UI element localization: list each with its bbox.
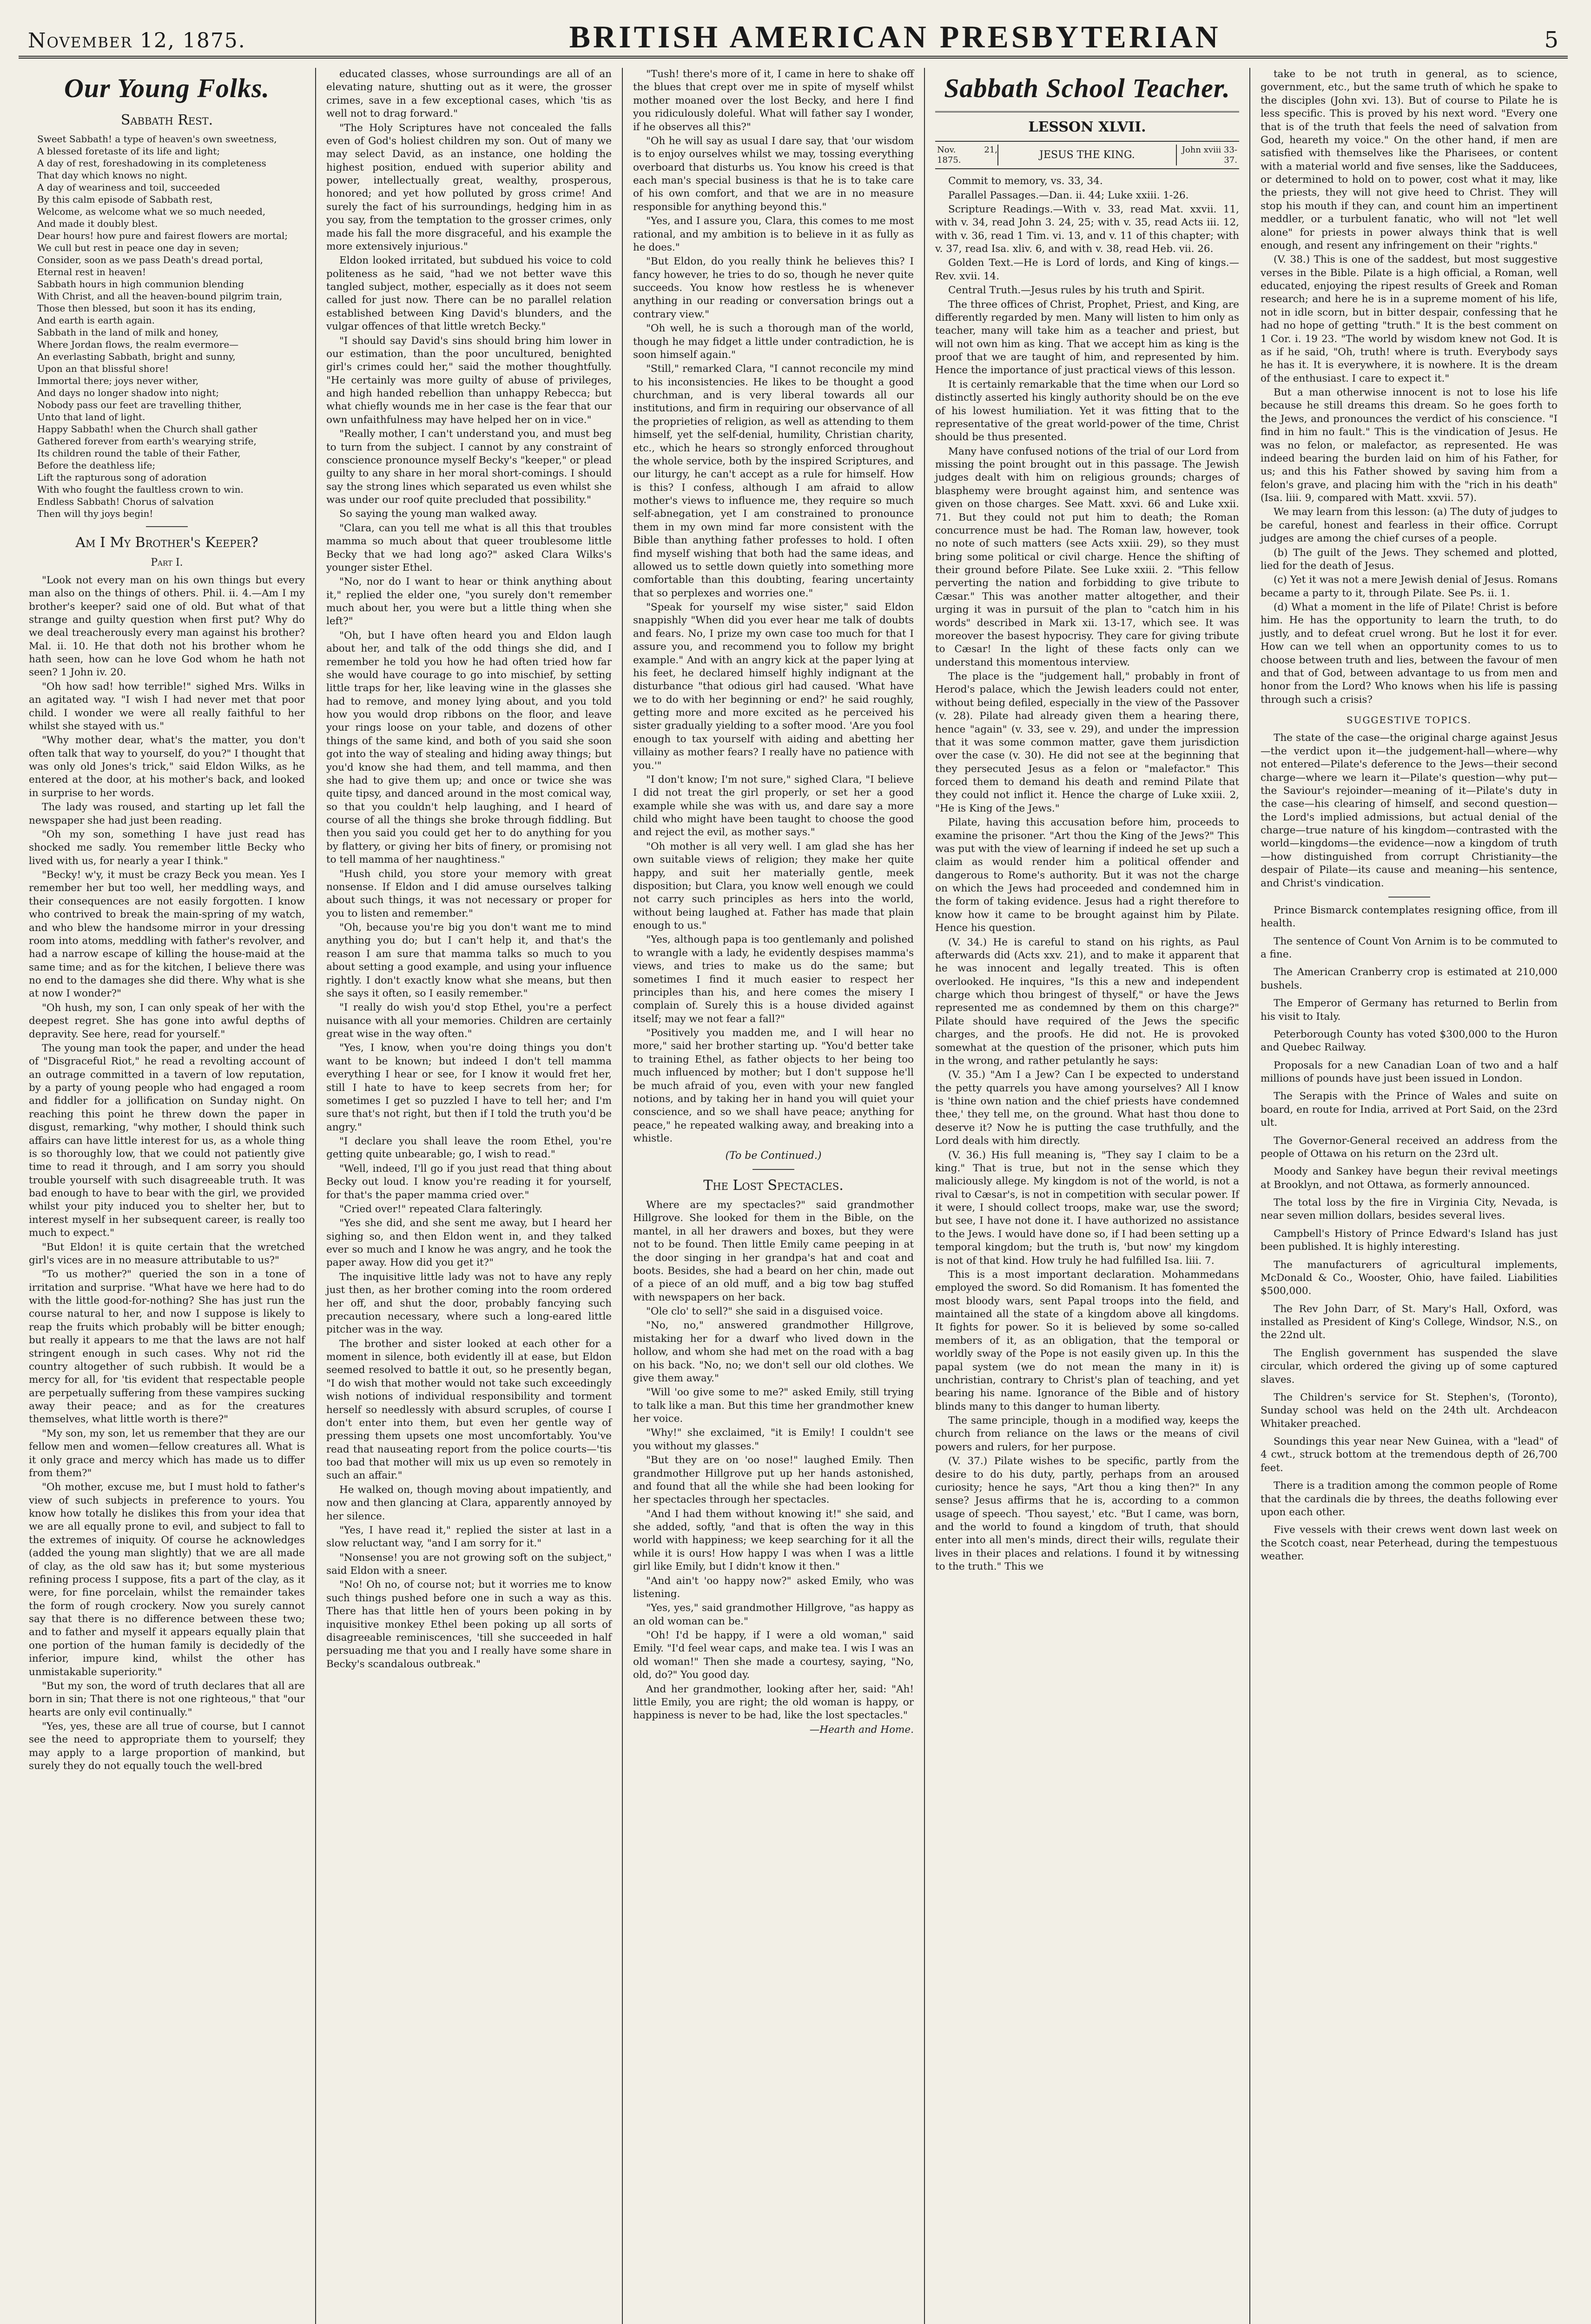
paragraph: "But Eldon, do you really think he believes this? I fancy however, he tries to do so, though he never quite succeeds. You know how restless he is whenever anything in our reading or conversation brings out a contrary view.": [633, 256, 914, 320]
news-item: Campbell's History of Prince Edward's Island has just been published. It is highly interesting.: [1261, 1228, 1558, 1253]
paragraph: (V. 34.) He is careful to stand on his rights, as Paul afterwards did (Acts xxv. 21), and to make it apparent that he was innocent and legally treated. This is often overlooked. He inquires, "Is this a new and independent charge which thou bringest of thyself," or have the Jews represented me as condemned by them on this charge?" Pilate should have required of the Jews the specific charges, and the proofs. He did not. He is provoked somewhat at the question of the prisoner, which puts him in the wrong, and rather petulantly he says:: [935, 936, 1239, 1067]
poem-line: Those then blessed, but soon it has its ending,: [37, 303, 256, 314]
paragraph: We may learn from this lesson: (a) The duty of judges to be careful, honest and fearless in their office. Corrupt judges are among the chief curses of a people.: [1261, 506, 1558, 545]
paragraph: (V. 36.) His full meaning is, "They say I claim to be a king." That is true, but not in the sense which they maliciously allege. My kingdom is not of the world, is not a rival to Cæsar's, is not in competition with secular power. If it were, I should collect troops, make war, use the sword; but see, I have not done it. I have authorized no assistance to the Jews. I would have done so, if I had been setting up a temporal kingdom; but the truth is, 'but now' my kingdom is not of that kind. How truly he had fulfilled Isa. liii. 7.: [935, 1149, 1239, 1267]
paragraph: "Why!" she exclaimed, "it is Emily! I couldn't see you without my glasses.": [633, 1427, 914, 1452]
paragraph: The brother and sister looked at each other for a moment in silence, both evidently ill at ease, but Eldon seemed resolved to battle it out, so he presently began, "I do wish that mother would not take such exceedingly wish notions of individual responsibility and torment herself so needlessly with absurd scruples, of course I don't enter into them, but even her gentle way of pressing them upsets one most uncomfortably. You've read that nauseating report from the police courts—'tis too bad that mother will mix us up even so remotely in such an affair.": [326, 1338, 612, 1482]
section-title-sabbath-school: Sabbath School Teacher.: [944, 73, 1230, 103]
poem-line: We cull but rest in peace one day in seven;: [37, 242, 239, 254]
story-part: Part I.: [151, 556, 183, 568]
paragraph: "Yes she did, and she sent me away, but I heard her sighing so, and then Eldon went in, and they talked ever so much and I know he was angry, and he took the paper away. How did you get it?": [326, 1217, 612, 1269]
paragraph: "Oh how sad! how terrible!" sighed Mrs. Wilks in an agitated way. "I wish I had never met that poor child. I wonder we were all really faithful to her whilst she stayed with us.": [29, 680, 305, 732]
paragraph: "Yes, yes," said grandmother Hillgrove, "as happy as an old woman can be.": [633, 1602, 914, 1627]
poem-line: By this calm episode of Sabbath rest,: [37, 194, 213, 205]
paragraph: This is a most important declaration. Mohammedans employed the sword. So did Romanism. It has fomented the most bloody wars, sent Papal troops into the field, and maintained all the state of a kingdom above all kingdoms. It fights for power. So it is believed by some so-called members of it, as an obligation, that the temporal or worldly sway of the Pope is not easily given up. In this the papal system (we do not mean the many in it) is unchristian, contrary to Christ's plan of teaching, and yet bearing his name. Ignorance of the Bible and of history blinds many to this danger to human liberty.: [935, 1268, 1239, 1413]
lesson-title: JESUS THE KING.: [997, 145, 1177, 165]
paragraph: "Oh, because you're big you don't want me to mind anything you do; but I can't help it, and that's the reason I am sure that mamma talks so much to you about setting a good example, and using your influence rightly. I don't exactly know what she means, but then she says it often, so I easily remember.": [326, 922, 612, 999]
poem-line: A day of rest, foreshadowing in its completeness: [37, 158, 266, 169]
paragraph: "Oh he will say as usual I dare say, that 'our wisdom is to enjoy ourselves whilst we may, tossing everything overboard that disturbs us. You know his creed is that each man's special business is that he is to take care of his own comfort, and that we are in no measure responsible for anything beyond this.": [633, 135, 914, 213]
poem-line: Its children round the table of their Father,: [37, 448, 241, 459]
poem-line: Lift the rapturous song of adoration: [37, 472, 207, 483]
news-item: Soundings this year near New Guinea, with a "lead" of 4 cwt., struck bottom at the tremendous depth of 26,700 feet.: [1261, 1436, 1558, 1474]
poem-line: Nobody pass our feet are travelling thither,: [37, 399, 242, 411]
paragraph: "No, nor do I want to hear or think anything about it," replied the elder one, "you surely don't remember much about her, you were but a little thing when she left?": [326, 576, 612, 627]
poem-line: With Christ, and all the heaven-bound pilgrim train,: [37, 290, 283, 302]
lesson-reference: John xviii 33-37.: [1182, 145, 1237, 165]
page-number: 5: [1544, 27, 1558, 53]
paragraph: "Oh hush, my son, I can only speak of her with the deepest regret. She has gone into awful depths of depravity. See here, read for yourself.": [29, 1002, 305, 1040]
paragraph: (V. 38.) This is one of the saddest, but most suggestive verses in the Bible. Pilate is a high official, a Roman, well educated, enjoying the ripest results of Greek and Roman research; and here he is in a supreme moment of his life, not in idle scorn, but in bitter despair, confessing that he had no hope of getting "truth." It is the best comment on 1 Cor. i. 19 23. "The world by wisdom knew not God. It is as if he said, "Oh, truth! where is truth. Everybody says he has it. It is everywhere, it is nowhere. It is the dream of the enthusiast. I care to expect it.": [1261, 254, 1558, 384]
paragraph: "Hush child, you store your memory with great nonsense. If Eldon and I did amuse ourselves talking about such things, it was not necessary or proper for you to listen and remember.": [326, 868, 612, 919]
divider: [935, 111, 1239, 112]
paragraph: "Oh! I'd be happy, if I were a old woman," said Emily. "I'd feel wear caps, and make tea. I wis I was an old woman!" Then she made a courtesy, saying, "No, old, do?" You good day.: [633, 1630, 914, 1681]
poem-line: Then will thy joys begin!: [37, 508, 153, 520]
news-item: The Governor-General received an address from the people of Ottawa on his return on the 23rd ult.: [1261, 1135, 1558, 1160]
poem-line: Where Jordan flows, the realm evermore—: [37, 339, 239, 350]
paragraph: "Will 'oo give some to me?" asked Emily, still trying to talk like a man. But this time her grandmother knew her voice.: [633, 1386, 914, 1425]
paragraph: The inquisitive little lady was not to have any reply just then, as her brother coming into the room ordered her off, and shut the door, probably fancying such precaution necessary, where such a long-eared little pitcher was in the way.: [326, 1271, 612, 1336]
paragraph: Golden Text.—He is Lord of lords, and King of kings.—Rev. xvii. 14.: [935, 257, 1239, 282]
lesson-date: Nov. 21, 1875.: [937, 145, 997, 165]
paragraph: "I declare you shall leave the room Ethel, you're getting quite unbearable; go, I wish to read.": [326, 1136, 612, 1161]
poem-line: And earth is earth again.: [37, 315, 155, 326]
paragraph: Parallel Passages.—Dan. ii. 44; Luke xxiii. 1-26.: [948, 189, 1189, 201]
issue-date: November 12, 1875.: [28, 29, 246, 53]
news-item: The Serapis with the Prince of Wales and suite on board, en route for India, arrived at Port Said, on the 23rd ult.: [1261, 1090, 1558, 1129]
poem-line: Sabbath hours in high communion blending: [37, 278, 244, 290]
paragraph: "Oh mother, excuse me, but I must hold to father's view of such subjects in preference to yours. You know how totally he dislikes this from your idea that we are all equally prone to evil, and subject to fall to the extremes of iniquity. Of course he acknowledges (added the young man slightly) that we are all made of clay, as the old saw has it; but some mysterious refining process I suppose, fits a part of the clay, as it were, for fine porcelain, whilst the remainder takes the form of rough crockery. Now you surely cannot say that there is no difference between these two; and to father and myself it appears equally plain that one portion of the human family is decidedly of the inferior, impure kind, whilst the other has unmistakable superiority.": [29, 1481, 305, 1678]
news-items: [1261, 904, 1558, 1564]
story2-source: —Hearth and Home.: [809, 1723, 914, 1736]
news-item: Moody and Sankey have begun their revival meetings at Brooklyn, and not Ottawa, as formerly announced.: [1261, 1166, 1558, 1191]
paragraph: "Yes, and I assure you, Clara, this comes to me most rational, and my ambition is to believe in it as fully as he does.": [633, 215, 914, 253]
news-item: There is a tradition among the common people of Rome that the cardinals die by threes, the deaths following ever upon each other.: [1261, 1480, 1558, 1518]
paragraph: Many have confused notions of the trial of our Lord from missing the point brought out in this passage. The Jewish judges dealt with him on religious grounds; charges of blasphemy were brought against him, and sentence was given on those charges. See Matt. xxvi. 66 and Luke xxii. 71. But they could not put him to death; the Roman concurrence must be had. The Roman law, however, took no note of such matters (see Acts xxiii. 29), so they must bring some political or civil charge. Hence the shifting of their ground before Pilate. See Luke xxiii. 2. "This fellow perverting the nation and forbidding to give tribute to Cæsar." This was another matter altogether, and their urging it was in pursuit of the plan to "catch him in his words" described in Mark xii. 13-17, which see. It was moreover the basest hypocrisy. They care for giving tribute to Cæsar! In the light of these facts only can we understand this momentous interview.: [935, 445, 1239, 668]
suggestive-topics-title: SUGGESTIVE TOPICS.: [1346, 714, 1472, 726]
poem-line: Welcome, as welcome what we so much needed,: [37, 206, 266, 218]
paragraph: "Oh well, he is such a thorough man of the world, though he may fidget a little under contradiction, he is soon himself again.": [633, 323, 914, 361]
column-1: [19, 68, 316, 2324]
paragraph: "Look not every man on his own things but every man also on the things of others. Phil. ii. 4.—Am I my brother's keeper? said one of old. But what of that strange and guilty question when first put? Why do we deal treacherously every man against his brother? Mal. ii. 10. He that doth not his brother whom he hath seen, how can he love God whom he hath not seen? 1 John iv. 20.: [29, 574, 305, 679]
story2-title: The Lost Spectacles.: [703, 1177, 844, 1194]
news-item: The manufacturers of agricultural implements, McDonald & Co., Wooster, Ohio, have failed. Liabilities $500,000.: [1261, 1259, 1558, 1297]
paragraph: educated classes, whose surroundings are all of an elevating nature, shutting out as it were, the grosser crimes, save in a few exceptional cases, which 'tis as well not to drag forward.": [326, 68, 612, 120]
poem-line: Dear hours! how pure and fairest flowers are mortal;: [37, 230, 288, 242]
paragraph: It is certainly remarkable that the time when our Lord so distinctly asserted his kingly authority should be on the eve of his lowest humiliation. Yet it was fitting that to the representative of the great world-power of the time, Christ should be thus presented.: [935, 378, 1239, 443]
paragraph: "No, no," answered grandmother Hillgrove, mistaking her for a dwarf who lived down in the hollow, and whom she had met on the road with a bag on his back. "No, no; we don't sell our old clothes. We give them away.": [633, 1320, 914, 1384]
paragraph: Where are my spectacles?" said grandmother Hillgrove. She looked for them in the Bible, on the mantel, in all her drawers and boxes, but they were not to be found. Then little Emily came peeping in at the door singing in her grandpa's hat and coat and boots. Besides, she had a beard on her chin, made out of a piece of an old muff, and a big tow bag stuffed with newspapers on her back.: [633, 1199, 914, 1303]
news-item: Peterborough County has voted $300,000 to the Huron and Quebec Railway.: [1261, 1028, 1558, 1054]
poem-line: Sweet Sabbath! a type of heaven's own sweetness,: [37, 133, 277, 145]
paragraph: The place is the "judgement hall," probably in front of Herod's palace, which the Jewish leaders could not enter, without being defiled, especially in the view of the Passover (v. 28). Pilate had already given them a hearing there, hence "again" (v. 33, see v. 29), and under the impression that it was some common matter, gave them jurisdiction over the case (v. 30). He did not see at the beginning that they persecuted Jesus as a felon or "malefactor." This forced them to demand his death and remind Pilate that they could not inflict it. Hence the charge of Luke xxiii. 2, "He is King of the Jews.": [935, 671, 1239, 814]
news-item: The English government has suspended the slave circular, which ordered the giving up of some captured slaves.: [1261, 1347, 1558, 1386]
paragraph: The young man took the paper, and under the head of "Disgraceful Riot," he read a revolting account of an outrage committed in a tavern of low reputation, by a party of young people who had engaged a room and fiddler for a jollification on Sunday night. On reaching this point he threw down the paper in disgust, remarking, "why mother, I should think such affairs can have little interest for us, as a whole thing is so thoroughly low, that we could not patiently give time to read it through, and I am sorry you should trouble yourself with such disagreeable truth. It was bad enough to have to bear with the girl, we provided whilst your pity induced you to shelter her, but to interest myself in her subsequent career, is really too much to expect.": [29, 1042, 305, 1239]
paragraph: "And I had them without knowing it!" she said, and she added, softly, "and that is often the way in this world with happiness; we keep searching for it all the while it is ours! How happy I was when I was a little girl like Emily, but I didn't know it then.": [633, 1508, 914, 1573]
paragraph: "But they are on 'oo nose!" laughed Emily. Then grandmother Hillgrove put up her hands astonished, and found that all the while she had been looking for her spectacles through her spectacles.: [633, 1454, 914, 1506]
lesson-body: [935, 175, 1239, 1573]
paragraph: "Well, indeed, I'll go if you just read that thing about Becky out loud. I know you're reading it for yourself, for that's the paper mamma cried over.": [326, 1162, 612, 1201]
poem-line: A day of weariness and toil, succeeded: [37, 182, 220, 193]
paragraph: "Clara, can you tell me what is all this that troubles mamma so much about that queer troublesome little Becky that we had long ago?" asked Clara Wilks's younger sister Ethel.: [326, 522, 612, 574]
poem-line: Upon an that blissful shore!: [37, 363, 169, 375]
paragraph: "Nonsense! you are not growing soft on the subject," said Eldon with a sneer.: [326, 1552, 612, 1577]
suggestive-topics-text: The state of the case—the original charge against Jesus—the verdict upon it—the judgement-hall—where—why not entered—Pilate's deference to the Jews—their second charge—where we learn it—Pilate's question—why put—the Saviour's rejoinder—meaning of it—Pilate's duty in the case—his clearing of himself, and second question—the Lord's implied admissions, but actual denial of the charge—true nature of his kingdom—contrasted with the world—kingdoms—the evidence—now a kingdom of truth—how distinguished from corrupt Christianity—the despair of Pilate—its cause and meaning—his sentence, and Christ's vindication.: [1261, 732, 1558, 889]
paragraph: Central Truth.—Jesus rules by his truth and Spirit.: [948, 284, 1205, 297]
paragraph: "My son, my son, let us remember that they are our fellow men and women—fellow creatures all. What is it only grace and mercy which has made us to differ from them?": [29, 1427, 305, 1479]
column-3: [623, 68, 925, 2324]
poem-line: And days no longer shadow into night;: [37, 387, 219, 399]
poem-line: An everlasting Sabbath, bright and sunny,: [37, 351, 236, 363]
poem-line: And made it doubly blest.: [37, 218, 158, 230]
paragraph: Pilate, having this accusation before him, proceeds to examine the prisoner. "Art thou the King of the Jews?" This was put with the view of learning if indeed he set up such a claim as would render him a political offender and dangerous to Rome's authority. But it was not the charge on which the Jews had proceeded and condemned him in the form of taking evidence. Jesus had a right therefore to know how it came to be brought against him by Pilate. Hence his question.: [935, 817, 1239, 934]
divider: [146, 526, 188, 527]
paragraph: "Yes, although papa is too gentlemanly and polished to wrangle with a lady, he evidently despises mamma's views, and tries to make us do the same; but sometimes I find it much easier to respect her principles than his, and here comes the misery I complain of. Surely this is a house divided against itself; may we not fear a fall?": [633, 934, 914, 1025]
news-item: Five vessels with their crews went down last week on the Scotch coast, near Peterhead, during the tempestuous weather.: [1261, 1524, 1558, 1563]
paragraph: Commit to memory, vs. 33, 34.: [948, 175, 1103, 187]
news-item: Proposals for a new Canadian Loan of two and a half millions of pounds have just been issued in London.: [1261, 1059, 1558, 1085]
poem-line: Consider, soon as we pass Death's dread portal,: [37, 254, 263, 266]
paragraph: "Yes, I have read it," replied the sister at last in a slow reluctant way, "and I am sorry for it.": [326, 1524, 612, 1550]
columns: [19, 68, 1568, 2324]
story-continued-2: [633, 68, 914, 1145]
paragraph: "But Eldon! it is quite certain that the wretched girl's vices are in no measure attributable to us?": [29, 1241, 305, 1266]
divider: [753, 1169, 794, 1170]
story-title: Am I My Brother's Keeper?: [75, 535, 258, 551]
paragraph: The same principle, though in a modified way, keeps the church from reliance on the laws or the means of civil powers and rulers, for her purpose.: [935, 1415, 1239, 1453]
column-2: [316, 68, 623, 2324]
paragraph: "To us mother?" queried the son in a tone of irritation and surprise. "What have we here had to do with the little good-for-nothing? She has just run the course natural to her, and now I suppose is likely to reap the fruits which probably will be bitter enough; but really it appears to me that the laws are not half stringent enough in such cases. Why not rid the country altogether of such rubbish. It would be a mercy for all, for 'tis evident that respectable people are perpetually suffering from these vampires sucking away their peace; and as for the creatures themselves, what little worth is there?": [29, 1268, 305, 1426]
paragraph: "Ole clo' to sell?" she said in a disguised voice.: [646, 1306, 883, 1317]
news-item: The Children's service for St. Stephen's, (Toronto), Sunday school was held on the 24th ult. Archdeacon Whitaker preached.: [1261, 1391, 1558, 1430]
paragraph: "Oh my son, something I have just read has shocked me sadly. You remember little Becky who lived with us, for nearly a year I think.": [29, 828, 305, 867]
news-item: The Emperor of Germany has returned to Berlin from his visit to Italy.: [1261, 997, 1558, 1023]
paragraph: "No! Oh no, of course not; but it worries me to know such things pushed before one in such a way as this. There has that little hen of yours been poking in by inquisitive monkey Ethel been poking up all sorts of disagreeable reminiscences, 'till she succeeded in half persuading me that you and I really have some share in Becky's scandalous outbreak.": [326, 1579, 612, 1670]
news-item: Prince Bismarck contemplates resigning office, from ill health.: [1261, 904, 1558, 930]
paragraph: "Why mother dear, what's the matter, you don't often talk that way to yourself, do you?" I thought that was only old Jones's trick," said Eldon Wilks, as he entered at the door, at his mother's back, and looked in surprise to her words.: [29, 734, 305, 799]
paragraph: And her grandmother, looking after her, said: "Ah! little Emily, you are right; the old woman is happy, or happiness is never to be had, like the lost spectacles.": [633, 1683, 914, 1722]
paragraph: "Cried over!" repeated Clara falteringly.: [339, 1203, 543, 1215]
paragraph: "Becky! w'y, it must be crazy Beck you mean. Yes I remember her but too well, her meddling ways, and their consequences are not easily forgotten. I know who contrived to break the main-spring of my watch, and who blew the handsome mirror in your dressing room into atoms, meddling with father's revolver, and had a narrow escape of killing the house-maid at the same time; and as for the kitchen, I believe there was no end to the damages she did there. Why what is she at now I wonder?": [29, 869, 305, 1000]
column-5: [1250, 68, 1568, 2324]
paragraph: "Speak for yourself my wise sister," said Eldon snappishly "When did you ever hear me talk of doubts and fears. No, I prize my own case too much for that I assure you, and recommend you to follow my bright example." And with an angry kick at the paper lying at his feet, he declared himself highly indignant at the disturbance "that odious girl had caused. 'What have we to do with her beginning or end?' he said roughly, getting more and more excited as he perceived his sister gradually yielding to a softer mood. 'Are you fool enough to tax yourself with aiding and abetting her villainy as mother fears? I really have no patience with you.'": [633, 601, 914, 772]
paragraph: take to be not truth in general, as to science, government, etc., but the same truth of which he spake to the disciples (John xvi. 13). But of course to Pilate he is less specific. This is proved by his next word. "Every one that is of the truth that feels the need of salvation from God, heareth my voice." On the other hand, if men are satisfied with themselves like the Pharisees, or content with a material world and five senses, like the Sadducees, or determined to hold on to power, cost what it may, like the priests, they will not give heed to Christ. They will stop his mouth if they can, and count him an impertinent meddler, or a turbulent fanatic, who will not "let well alone" for priests in power always think that is well enough, and resent any infringement on their "rights.": [1261, 68, 1558, 251]
poem-line: Happy Sabbath! when the Church shall gather: [37, 423, 257, 435]
paragraph: He walked on, though moving about impatiently, and now and then glancing at Clara, apparently annoyed by her silence.: [326, 1484, 612, 1522]
paragraph: Scripture Readings.—With v. 33, read Mat. xxvii. 11, with v. 34, read John 3. 24, 25; with v. 35, read Acts iii. 12, with v. 36, read 1 Tim. vi. 13, and v. 11 of this chapter; with v. 37, read Isa. xliv. 6, and with v. 38, read Heb. vii. 26.: [935, 203, 1239, 255]
news-item: The total loss by the fire in Virginia City, Nevada, is near seven million dollars, besides several lives.: [1261, 1197, 1558, 1222]
lesson-body-continued: [1261, 68, 1558, 706]
news-item: The sentence of Count Von Arnim is to be commuted to a fine.: [1261, 935, 1558, 961]
paragraph: "I really do wish you'd stop Ethel, you're a perfect nuisance with all your memories. Children are certainly great wise in the way often.": [326, 1002, 612, 1040]
paragraph: "I should say David's sins should bring him lower in our estimation, than the poor uncultured, benighted girl's crimes could her," said the mother thoughtfully. "He certainly was more guilty of abuse of privileges, and high handed rebellion than unhappy Rebecca; but what chiefly wounds me in her case is the fear that our own unfaithfulness may have helped her on in vice.": [326, 335, 612, 426]
newspaper-title: BRITISH AMERICAN PRESBYTERIAN: [569, 19, 1221, 54]
story2-body: [633, 1199, 914, 1723]
paragraph: "Tush! there's more of it, I came in here to shake off the blues that crept over me in spite of myself whilst mother moaned over the lost Becky, and here I find you ridiculously doleful. What will father say I wonder, if he observes all this?": [633, 68, 914, 133]
paragraph: Eldon looked irritated, but subdued his voice to cold politeness as he said, "had we not better wave this tangled subject, mother, especially as it does not seem called for just now. There can be no parallel relation established between King David's blunders, and the vulgar offences of that little wretch Becky.": [326, 255, 612, 333]
paragraph: (b) The guilt of the Jews. They schemed and plotted, lied for the death of Jesus.: [1261, 547, 1558, 572]
paragraph: "And ain't 'oo happy now?" asked Emily, who was listening.: [633, 1575, 914, 1600]
paragraph: "Oh mother is all very well. I am glad she has her own suitable views of religion; they make her quite happy, and suit her materially gentle, meek disposition; but Clara, you know well enough we could not carry such principles as hers into the world, without being laughed at. Father has made that plain enough to us.": [633, 840, 914, 931]
poem-line: Sabbath in the land of milk and honey,: [37, 327, 219, 338]
news-item: The Rev John Darr, of St. Mary's Hall, Oxford, was installed as President of King's College, Windsor, N.S., on the 22nd ult.: [1261, 1303, 1558, 1341]
lesson-number: LESSON XLVII.: [1028, 119, 1146, 135]
paragraph: The three offices of Christ, Prophet, Priest, and King, are differently regarded by men. Many will listen to him only as teacher, many will take him as a teacher and priest, but will not own him as king. That we accept him as king is the proof that we are taught of him, and represented by him. Hence the importance of just practical views of this lesson.: [935, 298, 1239, 376]
poem-line: Immortal there; joys never wither,: [37, 375, 199, 387]
poem-line: Before the deathless life;: [37, 460, 156, 471]
paragraph: (c) Yet it was not a mere Jewish denial of Jesus. Romans became a party to it, through Pilate. See Ps. ii. 1.: [1261, 574, 1558, 599]
section-title-young-folks: Our Young Folks.: [64, 73, 270, 103]
poem: [29, 133, 305, 520]
paragraph: "Yes, yes, these are all true of course, but I cannot see the need to appropriate them to yourself; they may apply to a large proportion of mankind, but surely they do not equally touch the well-bred: [29, 1721, 305, 1772]
paragraph: "I don't know; I'm not sure," sighed Clara, "I believe I did not treat the girl properly, or set her a good example while she was with us, and dare say a more child who might have been taught to choose the good and reject the evil, as mother says.": [633, 773, 914, 838]
poem-title: Sabbath Rest.: [120, 112, 213, 128]
column-4: [925, 68, 1250, 2324]
paragraph: "The Holy Scriptures have not concealed the falls even of God's holiest children my son. Out of many we may select David, as an instance, one holding the highest position, endued with superior ability and power, intellectually great, wealthy, prosperous, honored; and yet how polluted by gross crime! And surely the fact of his surroundings, hedging him in as you say, from the temptation to the grosser crimes, only made his fall the more disgraceful, and his example the more extensively injurious.": [326, 122, 612, 252]
story-body: [29, 574, 305, 1773]
paragraph: "Oh, but I have often heard you and Eldon laugh about her, and talk of the odd things she did, and I remember he told you how he had often tried how far she would have courage to go into mischief, by setting little traps for her, like leaving wine in the glasses she had to remove, and money lying about, and you told how you would drop ribbons on the floor, and leave your rings loose on your table, and dozens of other things of the same kind, and both of you said she soon got into the way of stealing and hiding away things; but you'd know she had them, and tell mamma, and then she had to give them up; and once or twice she was quite tipsy, and danced around in the most comical way, so that you couldn't help laughing, and I heard of course of all the things she broke through fiddling. But then you said you could get her to do anything for you by flattery, or giving her bits of finery, or promising not to tell mamma of her naughtiness.": [326, 629, 612, 866]
paragraph: "Positively you madden me, and I will hear no more," said her brother starting up. "You'd better take to training Ethel, as father objects to her being too much influenced by mother; but I don't suppose he'll be much afraid of you, even with your new fangled notions, and by taking her in hand you will quiet your conscience, and so we shall have peace; anything for peace," he repeated walking away, and breaking into a whistle.: [633, 1027, 914, 1144]
paragraph: But a man otherwise innocent is not to lose his life because he still dreams this dream. So he goes forth to the Jews, and pronounces the verdict of his conscience. "I find in him no fault." This is the vindication of Jesus. He was no felon, or malefactor, as represented. He was indeed bearing the burden laid on him of his Father, for us; and this his Father showed by saving him from a felon's grave, and placing him with the "rich in his death" (Isa. liii. 9, compared with Matt. xxvii. 57).: [1261, 387, 1558, 504]
divider: [1388, 897, 1430, 898]
poem-line: Unto that land of light.: [37, 411, 145, 423]
paragraph: "Yes, I know, when you're doing things you don't want to be known; but indeed I don't tell mamma everything I hear or see, for I know it would fret her, still I hate to have to keep secrets from her; for sometimes I get so puzzled I have to tell her; and I'm sure that's not right, but then if I told the truth you'd be angry.": [326, 1042, 612, 1133]
paragraph: The lady was roused, and starting up let fall the newspaper she had just been reading.: [29, 801, 305, 826]
poem-line: With who fought the faultless crown to win.: [37, 484, 244, 495]
paragraph: (V. 37.) Pilate wishes to be specific, partly from the desire to do his duty, partly, perhaps from an aroused curiosity; hence he says, "Art thou a king then?" In any sense? Jesus affirms that he is, according to a common usage of speech. 'Thou sayest,' etc. "But I came, was born, and the world to found a kingdom of truth, that should enter into all men's minds, direct their wills, regulate their lives in their places and relations. I found it by witnessing to the truth." This we: [935, 1455, 1239, 1573]
paragraph: (d) What a moment in the life of Pilate! Christ is before him. He has the opportunity to learn the truth, to do justly, and to defeat cruel wrong. But he lost it for ever. How can we tell when an opportunity comes to us to choose between truth and lies, between the favour of men and that of God, between advantage to us from men and honor from the Lord? Who knows when his life is passing through such a crisis?: [1261, 601, 1558, 706]
poem-line: Gathered forever from earth's wearying strife,: [37, 436, 257, 447]
masthead: [19, 19, 1568, 59]
paragraph: So saying the young man walked away.: [339, 508, 537, 520]
poem-line: Eternal rest in heaven!: [37, 266, 146, 278]
poem-line: A blessed foretaste of its life and light;: [37, 145, 220, 157]
news-item: The American Cranberry crop is estimated at 210,000 bushels.: [1261, 966, 1558, 991]
paragraph: (V. 35.) "Am I a Jew? Can I be expected to understand the petty quarrels you have among yourselves? All I know is 'thine own nation and the chief priests have condemned thee,' they tell me, on the ground. What hast thou done to deserve it? Now he is putting the case truthfully, and the Lord deals with him directly.: [935, 1069, 1239, 1147]
paragraph: "Really mother, I can't understand you, and must beg to turn from the subject. I cannot by any constraint of conscience pronounce myself Becky's "keeper," or plead guilty to any share in her moral short-comings. I should say the strong lines which separated us even whilst she was under our roof quite precluded that possibility.": [326, 428, 612, 506]
story-continued: [326, 68, 612, 1671]
paragraph: "But my son, the word of truth declares that all are born in sin; That there is not one righteous," that "our hearts are only evil continually.": [29, 1680, 305, 1718]
lesson-header-box: [935, 141, 1239, 169]
poem-line: Endless Sabbath! Chorus of salvation: [37, 496, 214, 508]
to-be-continued: (To be Continued.): [725, 1150, 822, 1162]
poem-line: That day which knows no night.: [37, 170, 188, 181]
paragraph: "Still," remarked Clara, "I cannot reconcile my mind to his inconsistencies. He likes to be thought a good churchman, and is very liberal towards all our institutions, and firm in requiring our observance of all the proprieties of religion, as well as attending to them himself, yet the self-denial, humility, Christian charity, etc., which he hears so strongly enforced throughout the whole service, both by the inspired Scriptures, and our liturgy, he can't accept as a rule for himself. How is this? I confess, although I am afraid to allow mother's views to influence me, they require so much self-abnegation, yet I am constrained to pronounce them in my own mind far more consistent with the Bible than anything father professes to hold. I often find myself wishing that both had the same ideas, and allowed us to settle down quietly into something more comfortable than this doubting, fearing uncertainty that so perplexes and worries one.": [633, 363, 914, 599]
